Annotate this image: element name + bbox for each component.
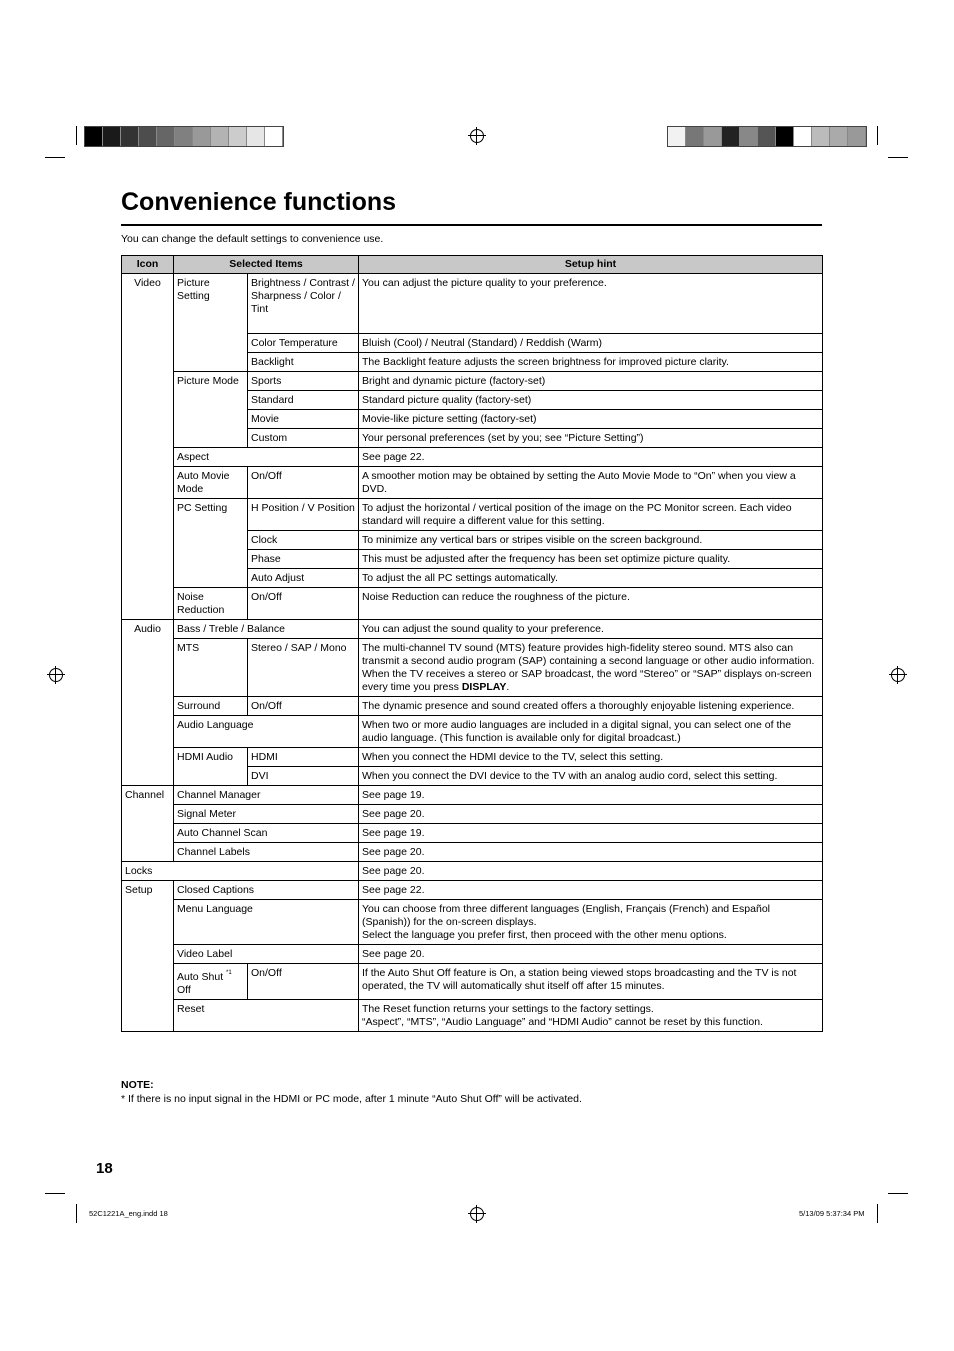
subitem-auto-movie-on-off: On/Off <box>248 467 359 499</box>
color-swatch <box>139 127 157 146</box>
header-icon: Icon <box>122 256 174 274</box>
hint-channel-manager: See page 19. <box>359 786 823 805</box>
hint-menu-language <box>359 900 823 945</box>
table-row <box>122 697 823 716</box>
hint-mts-display-key: DISPLAY <box>461 681 507 693</box>
hint-sports: Bright and dynamic picture (factory-set) <box>359 372 823 391</box>
note-text: * If there is no input signal in the HDMI or PC mode, after 1 minute “Auto Shut Off” will be activated. <box>121 1093 582 1105</box>
page-title: Convenience functions <box>121 188 397 216</box>
hint-backlight: The Backlight feature adjusts the screen brightness for improved picture clarity. <box>359 353 823 372</box>
hint-surround: The dynamic presence and sound created offers a thoroughly enjoyable listening experience. <box>359 697 823 716</box>
hint-auto-movie-mode: A smoother motion may be obtained by setting the Auto Movie Mode to “On” when you view a DVD. <box>359 467 823 499</box>
hint-audio-language: When two or more audio languages are included in a digital signal, you can select one of the audio language. (This function is available only for digital broadcast.) <box>359 716 823 748</box>
color-swatch <box>193 127 211 146</box>
item-bass-treble-balance: Bass / Treble / Balance <box>174 620 359 639</box>
color-swatch <box>776 127 794 146</box>
header-setup-hint: Setup hint <box>359 256 823 274</box>
hint-menu-language-line1: You can choose from three different languages (English, Français (French) and Español (Spanish)) for the on-screen displays. <box>362 903 771 928</box>
item-noise-reduction: Noise Reduction <box>174 588 248 620</box>
color-swatch <box>247 127 265 146</box>
table-row <box>122 1000 823 1032</box>
table-row <box>122 945 823 964</box>
registration-mark-icon <box>470 129 484 143</box>
hint-auto-channel-scan: See page 19. <box>359 824 823 843</box>
table-row <box>122 786 823 805</box>
color-swatch <box>722 127 740 146</box>
subitem-clock: Clock <box>248 531 359 550</box>
hint-mts <box>359 639 823 697</box>
hint-auto-shut-off: If the Auto Shut Off feature is On, a station being viewed stops broadcasting and the TV is not operated, the TV will automatically shut itself off after 15 minutes. <box>359 964 823 1000</box>
header-selected-items: Selected Items <box>174 256 359 274</box>
hint-channel-labels: See page 20. <box>359 843 823 862</box>
hint-mts-line2: When the TV receives a stereo or SAP broadcast, the word “Stereo” or “SAP” displays on-screen every time you press <box>362 668 812 693</box>
subitem-dvi: DVI <box>248 767 359 786</box>
hint-mts-end: . <box>506 681 510 693</box>
item-video-label: Video Label <box>174 945 359 964</box>
item-picture-setting: Picture Setting <box>174 274 248 372</box>
item-hdmi-audio: HDMI Audio <box>174 748 248 786</box>
table-row <box>122 639 823 697</box>
item-mts: MTS <box>174 639 248 697</box>
subitem-backlight: Backlight <box>248 353 359 372</box>
page-number: 18 <box>96 1160 113 1177</box>
color-swatch <box>211 127 229 146</box>
icon-audio: Audio <box>122 620 174 786</box>
table-row <box>122 881 823 900</box>
subitem-auto-adjust: Auto Adjust <box>248 569 359 588</box>
icon-locks: Locks <box>122 862 359 881</box>
subitem-surround-on-off: On/Off <box>248 697 359 716</box>
registration-mark-icon <box>891 668 905 682</box>
subitem-custom: Custom <box>248 429 359 448</box>
intro-text: You can change the default settings to convenience use. <box>121 233 384 245</box>
subitem-hdmi: HDMI <box>248 748 359 767</box>
hint-dvi: When you connect the DVI device to the TV with an analog audio cord, select this setting. <box>359 767 823 786</box>
footnote-marker: *1 <box>226 970 232 976</box>
color-swatch <box>85 127 103 146</box>
table-row <box>122 588 823 620</box>
color-swatch <box>686 127 704 146</box>
table-row <box>122 748 823 767</box>
subitem-color-temperature: Color Temperature <box>248 334 359 353</box>
registration-mark-icon <box>470 1207 484 1221</box>
item-pc-setting: PC Setting <box>174 499 248 588</box>
hint-reset-line1: The Reset function returns your settings to the factory settings. <box>362 1003 654 1015</box>
color-swatch <box>812 127 830 146</box>
color-swatch <box>758 127 776 146</box>
hint-custom: Your personal preferences (set by you; see “Picture Setting”) <box>359 429 823 448</box>
hint-auto-adjust: To adjust the all PC settings automatically. <box>359 569 823 588</box>
subitem-brightness: Brightness / Contrast / Sharpness / Color / Tint <box>248 274 359 334</box>
item-menu-language: Menu Language <box>174 900 359 945</box>
table-row <box>122 824 823 843</box>
color-swatch <box>740 127 758 146</box>
hint-h-position: To adjust the horizontal / vertical position of the image on the PC Monitor screen. Each video standard will require a different value for this setting. <box>359 499 823 531</box>
footer-timestamp: 5/13/09 5:37:34 PM <box>799 1209 865 1218</box>
table-row <box>122 448 823 467</box>
icon-channel: Channel <box>122 786 174 862</box>
color-swatch <box>103 127 121 146</box>
hint-locks: See page 20. <box>359 862 823 881</box>
item-channel-labels: Channel Labels <box>174 843 359 862</box>
item-auto-movie-mode: Auto Movie Mode <box>174 467 248 499</box>
subitem-mts-stereo: Stereo / SAP / Mono <box>248 639 359 697</box>
color-bar-right <box>667 126 867 147</box>
subitem-standard: Standard <box>248 391 359 410</box>
subitem-h-position: H Position / V Position <box>248 499 359 531</box>
hint-color-temperature: Bluish (Cool) / Neutral (Standard) / Reddish (Warm) <box>359 334 823 353</box>
hint-reset <box>359 1000 823 1032</box>
hint-reset-line2: “Aspect”, “MTS”, “Audio Language” and “HDMI Audio” cannot be reset by this function. <box>362 1016 763 1028</box>
item-closed-captions: Closed Captions <box>174 881 359 900</box>
table-row <box>122 843 823 862</box>
hint-menu-language-line2: Select the language you prefer first, then proceed with the other menu options. <box>362 929 727 941</box>
title-rule <box>121 224 822 226</box>
table-row <box>122 900 823 945</box>
hint-aspect: See page 22. <box>359 448 823 467</box>
auto-shut-label: Auto Shut <box>177 971 224 983</box>
table-row <box>122 274 823 334</box>
item-picture-mode: Picture Mode <box>174 372 248 448</box>
item-reset: Reset <box>174 1000 359 1032</box>
icon-setup: Setup <box>122 881 174 1032</box>
footer-filename: 52C1221A_eng.indd 18 <box>89 1209 168 1218</box>
item-auto-channel-scan: Auto Channel Scan <box>174 824 359 843</box>
hint-brightness: You can adjust the picture quality to your preference. <box>359 274 823 334</box>
registration-mark-icon <box>49 668 63 682</box>
table-row <box>122 716 823 748</box>
color-swatch <box>175 127 193 146</box>
color-bar-left <box>84 126 284 147</box>
item-surround: Surround <box>174 697 248 716</box>
auto-shut-label-2: Off <box>177 984 191 996</box>
hint-phase: This must be adjusted after the frequency has been set optimize picture quality. <box>359 550 823 569</box>
hint-signal-meter: See page 20. <box>359 805 823 824</box>
convenience-functions-table <box>121 255 823 1032</box>
color-swatch <box>265 127 283 146</box>
hint-video-label: See page 20. <box>359 945 823 964</box>
hint-hdmi: When you connect the HDMI device to the TV, select this setting. <box>359 748 823 767</box>
color-swatch <box>668 127 686 146</box>
color-swatch <box>229 127 247 146</box>
icon-video: Video <box>122 274 174 620</box>
hint-movie: Movie-like picture setting (factory-set) <box>359 410 823 429</box>
note-heading: NOTE: <box>121 1079 154 1091</box>
table-row <box>122 620 823 639</box>
subitem-phase: Phase <box>248 550 359 569</box>
hint-bass-treble-balance: You can adjust the sound quality to your preference. <box>359 620 823 639</box>
table-row <box>122 964 823 1000</box>
color-swatch <box>704 127 722 146</box>
color-swatch <box>848 127 866 146</box>
hint-closed-captions: See page 22. <box>359 881 823 900</box>
hint-noise-reduction: Noise Reduction can reduce the roughness of the picture. <box>359 588 823 620</box>
table-row <box>122 499 823 531</box>
color-swatch <box>830 127 848 146</box>
table-row <box>122 862 823 881</box>
item-auto-shut-off <box>174 964 248 1000</box>
item-aspect: Aspect <box>174 448 359 467</box>
color-swatch <box>157 127 175 146</box>
item-channel-manager: Channel Manager <box>174 786 359 805</box>
table-row <box>122 805 823 824</box>
subitem-sports: Sports <box>248 372 359 391</box>
item-signal-meter: Signal Meter <box>174 805 359 824</box>
hint-clock: To minimize any vertical bars or stripes visible on the screen background. <box>359 531 823 550</box>
color-swatch <box>121 127 139 146</box>
hint-standard: Standard picture quality (factory-set) <box>359 391 823 410</box>
table-row <box>122 467 823 499</box>
color-swatch <box>794 127 812 146</box>
subitem-auto-shut-on-off: On/Off <box>248 964 359 1000</box>
item-audio-language: Audio Language <box>174 716 359 748</box>
table-header-row <box>122 256 823 274</box>
subitem-movie: Movie <box>248 410 359 429</box>
subitem-noise-on-off: On/Off <box>248 588 359 620</box>
table-row <box>122 372 823 391</box>
hint-mts-line1: The multi-channel TV sound (MTS) feature provides high-fidelity stereo sound. MTS also can transmit a second audio program (SAP) containing a second language or other audio information. <box>362 642 815 667</box>
